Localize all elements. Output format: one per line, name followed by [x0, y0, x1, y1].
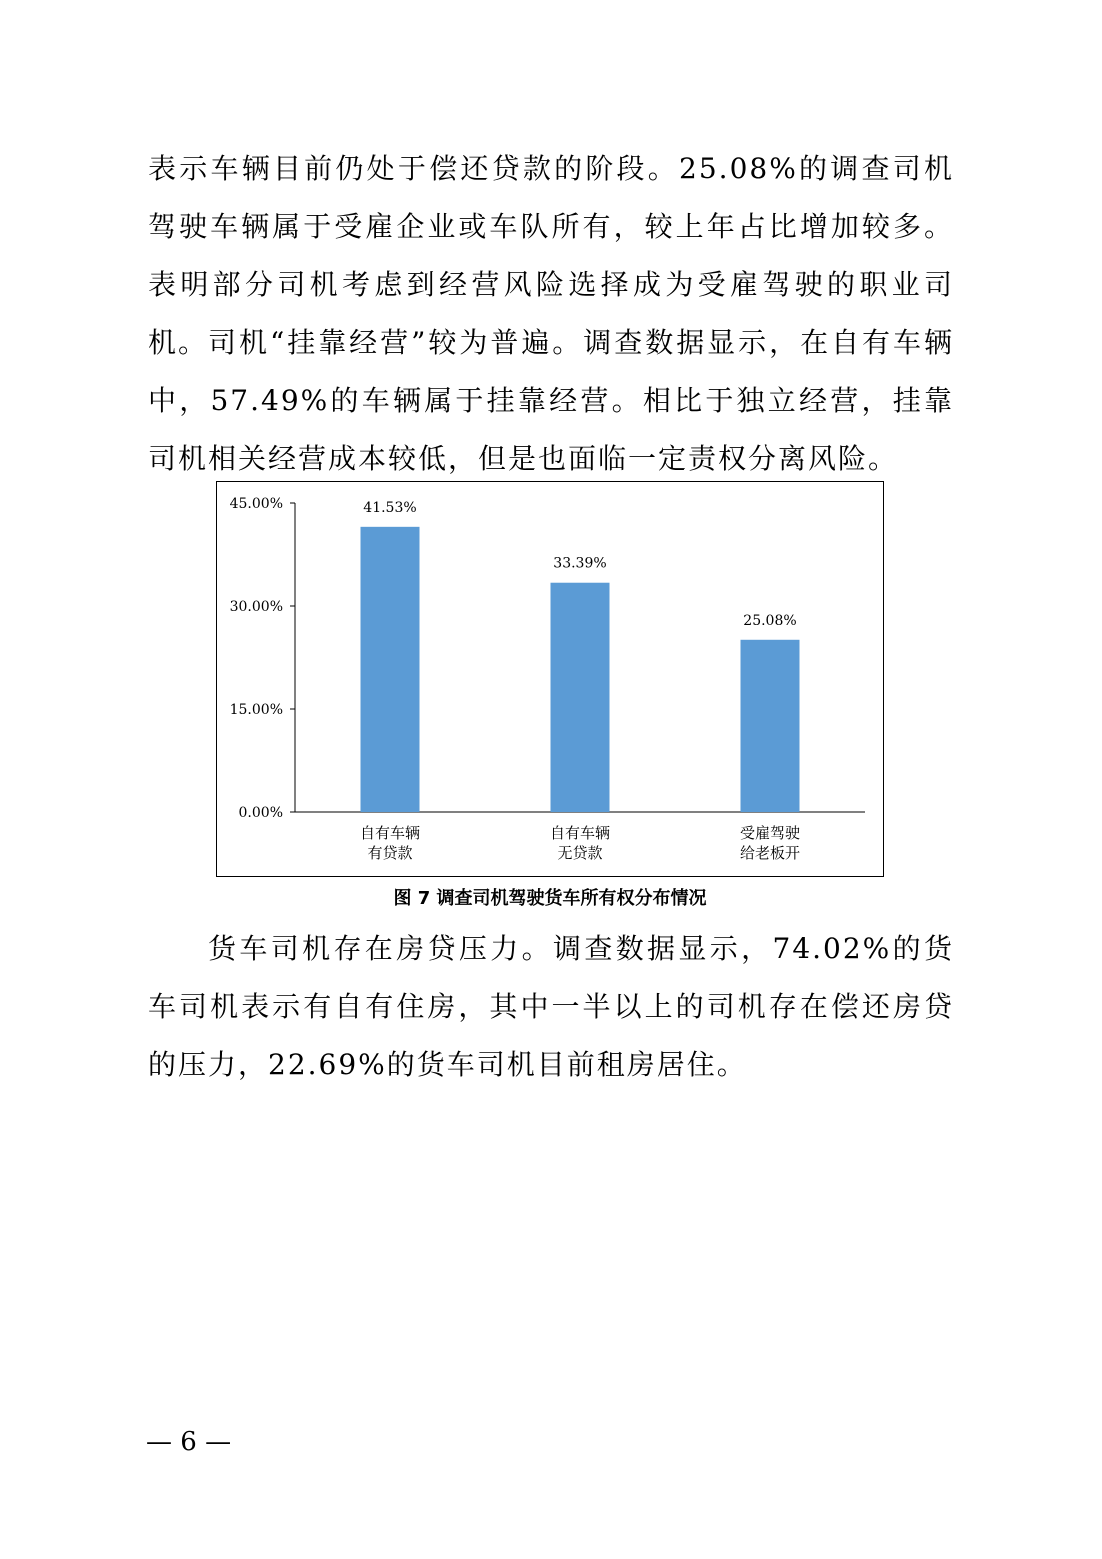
ownership-bar-chart	[216, 481, 884, 877]
chart-canvas	[217, 482, 883, 876]
figure-caption: 图 7 调查司机驾驶货车所有权分布情况	[393, 888, 707, 909]
data-label: 41.53%	[363, 499, 417, 516]
paragraph-1: 表示车辆目前仍处于偿还贷款的阶段。25.08%的调查司机驾驶车辆属于受雇企业或车队所有，较上年占比增加较多。表明部分司机考虑到经营风险选择成为受雇驾驶的职业司机。	[148, 152, 954, 359]
y-tick-label: 15.00%	[229, 702, 283, 718]
x-tick-label: 无贷款	[557, 844, 603, 862]
x-tick-label: 自有车辆	[549, 824, 611, 842]
paragraph-3: 货车司机存在房贷压力。调查数据显示，74.02%的货车司机表示有自有住房，其中一半以上的司机存在偿还房贷的压力，22.69%的货车司机目前租房居住。	[148, 932, 954, 1081]
data-label: 33.39%	[553, 555, 607, 572]
y-tick-label: 0.00%	[238, 805, 283, 821]
bar	[361, 527, 420, 812]
y-tick-label: 30.00%	[229, 599, 283, 615]
x-tick-label: 自有车辆	[359, 824, 421, 842]
x-tick-label: 给老板开	[739, 844, 801, 862]
y-tick-label: 45.00%	[229, 496, 283, 512]
paragraph-2: 司机“挂靠经营”较为普遍。调查数据显示，在自有车辆中，57.49%的车辆属于挂靠经营。相比于独立经营，挂靠司机相关经营成本较低，但是也面临一定责权分离风险。	[148, 326, 954, 475]
x-tick-label: 受雇驾驶	[739, 824, 801, 842]
x-tick-label: 有贷款	[367, 844, 413, 862]
data-label: 25.08%	[743, 612, 797, 629]
bar	[741, 640, 800, 812]
page-number: — 6 —	[146, 1427, 232, 1457]
bar	[551, 583, 610, 812]
